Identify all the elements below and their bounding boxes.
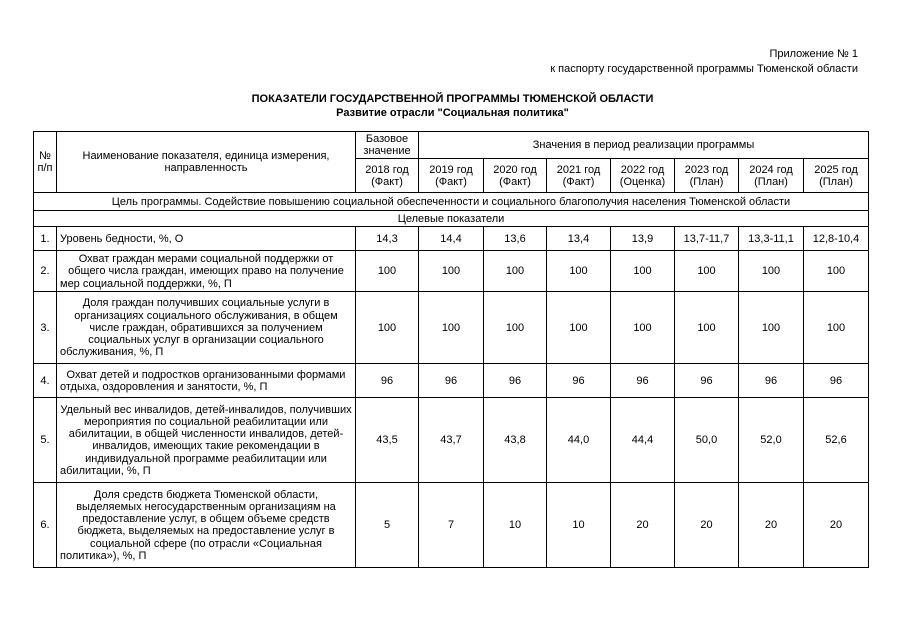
header-year: 2025 год (План) bbox=[804, 159, 869, 193]
table-row bbox=[34, 398, 869, 483]
row-value: 96 bbox=[739, 364, 804, 398]
row-num: 2. bbox=[34, 251, 57, 292]
table-row bbox=[34, 227, 869, 251]
row-num: 5. bbox=[34, 398, 57, 483]
row-value: 100 bbox=[547, 292, 611, 364]
row-value: 100 bbox=[547, 251, 611, 292]
row-value: 100 bbox=[675, 251, 739, 292]
row-value: 12,8-10,4 bbox=[804, 227, 869, 251]
header-year: 2020 год (Факт) bbox=[484, 159, 547, 193]
row-value: 100 bbox=[484, 292, 547, 364]
header-year: 2024 год (План) bbox=[739, 159, 804, 193]
row-value: 44,0 bbox=[547, 398, 611, 483]
row-value: 96 bbox=[484, 364, 547, 398]
row-value: 52,6 bbox=[804, 398, 869, 483]
header-period: Значения в период реализации программы bbox=[419, 132, 869, 159]
row-value: 96 bbox=[547, 364, 611, 398]
header-name: Наименование показателя, единица измерения, направленность bbox=[57, 132, 356, 193]
header-year: 2018 год (Факт) bbox=[356, 159, 419, 193]
row-value: 20 bbox=[739, 483, 804, 568]
row-num: 6. bbox=[34, 483, 57, 568]
row-value: 100 bbox=[419, 292, 484, 364]
row-value: 96 bbox=[356, 364, 419, 398]
row-value: 100 bbox=[675, 292, 739, 364]
row-value: 14,3 bbox=[356, 227, 419, 251]
row-value: 5 bbox=[356, 483, 419, 568]
row-name: Уровень бедности, %, О bbox=[57, 227, 356, 251]
row-value: 96 bbox=[611, 364, 675, 398]
row-value: 96 bbox=[419, 364, 484, 398]
row-value: 100 bbox=[356, 251, 419, 292]
row-num: 4. bbox=[34, 364, 57, 398]
header-year: 2019 год (Факт) bbox=[419, 159, 484, 193]
row-name: Удельный вес инвалидов, детей-инвалидов, получивших мероприятия по социальной реабилитации или абилитации, в общей численности инвалидов, детей-инвалидов, имеющих такие рекомендации в индивидуальной программе реабилитации или абилитации, %, П bbox=[57, 398, 356, 483]
row-name: Охват граждан мерами социальной поддержки от общего числа граждан, имеющих право на получение мер социальной поддержки, %, П bbox=[57, 251, 356, 292]
header-year: 2023 год (План) bbox=[675, 159, 739, 193]
document-title bbox=[0, 92, 905, 120]
target-indicators-row: Целевые показатели bbox=[34, 211, 869, 227]
row-value: 100 bbox=[484, 251, 547, 292]
row-num: 1. bbox=[34, 227, 57, 251]
appendix-line-2: к паспорту государственной программы Тюменской области bbox=[550, 63, 858, 75]
table-row bbox=[34, 364, 869, 398]
header-year: 2022 год (Оценка) bbox=[611, 159, 675, 193]
row-value: 100 bbox=[611, 292, 675, 364]
row-name: Охват детей и подростков организованными формами отдыха, оздоровления и занятости, %, П bbox=[57, 364, 356, 398]
row-value: 20 bbox=[804, 483, 869, 568]
row-value: 10 bbox=[547, 483, 611, 568]
row-value: 100 bbox=[739, 292, 804, 364]
table-row bbox=[34, 483, 869, 568]
row-name: Доля граждан получивших социальные услуги в организациях социального обслуживания, в общем числе граждан, обратившихся за получением социальных услуг в организации социального обслуживания, %, П bbox=[57, 292, 356, 364]
row-value: 20 bbox=[611, 483, 675, 568]
appendix-line-1: Приложение № 1 bbox=[769, 48, 858, 60]
row-value: 13,6 bbox=[484, 227, 547, 251]
row-value: 43,8 bbox=[484, 398, 547, 483]
header-base: Базовое значение bbox=[356, 132, 419, 159]
title-line-1: ПОКАЗАТЕЛИ ГОСУДАРСТВЕННОЙ ПРОГРАММЫ ТЮМЕНСКОЙ ОБЛАСТИ bbox=[251, 93, 654, 105]
row-value: 50,0 bbox=[675, 398, 739, 483]
row-value: 10 bbox=[484, 483, 547, 568]
row-value: 13,9 bbox=[611, 227, 675, 251]
row-num: 3. bbox=[34, 292, 57, 364]
table-row bbox=[34, 292, 869, 364]
row-value: 14,4 bbox=[419, 227, 484, 251]
row-value: 52,0 bbox=[739, 398, 804, 483]
indicators-table bbox=[33, 131, 869, 568]
header-year: 2021 год (Факт) bbox=[547, 159, 611, 193]
header-num: № п/п bbox=[34, 132, 57, 193]
row-value: 100 bbox=[739, 251, 804, 292]
row-value: 100 bbox=[804, 292, 869, 364]
appendix-note bbox=[550, 47, 858, 77]
row-value: 13,4 bbox=[547, 227, 611, 251]
row-value: 44,4 bbox=[611, 398, 675, 483]
goal-row: Цель программы. Содействие повышению социальной обеспеченности и социального благополучия населения Тюменской области bbox=[34, 193, 869, 211]
row-value: 13,3-11,1 bbox=[739, 227, 804, 251]
row-value: 43,5 bbox=[356, 398, 419, 483]
row-name: Доля средств бюджета Тюменской области, выделяемых негосударственным организациям на предоставление услуг, в общем объеме средств бюджета, выделяемых на предоставление услуг в социальной сфере (по отрасли «Социальная политика»), %, П bbox=[57, 483, 356, 568]
row-value: 20 bbox=[675, 483, 739, 568]
row-value: 100 bbox=[804, 251, 869, 292]
row-value: 96 bbox=[804, 364, 869, 398]
row-value: 100 bbox=[356, 292, 419, 364]
row-value: 13,7-11,7 bbox=[675, 227, 739, 251]
row-value: 43,7 bbox=[419, 398, 484, 483]
row-value: 96 bbox=[675, 364, 739, 398]
row-value: 100 bbox=[419, 251, 484, 292]
title-line-2: Развитие отрасли "Социальная политика" bbox=[336, 107, 569, 119]
table-row bbox=[34, 251, 869, 292]
row-value: 7 bbox=[419, 483, 484, 568]
row-value: 100 bbox=[611, 251, 675, 292]
